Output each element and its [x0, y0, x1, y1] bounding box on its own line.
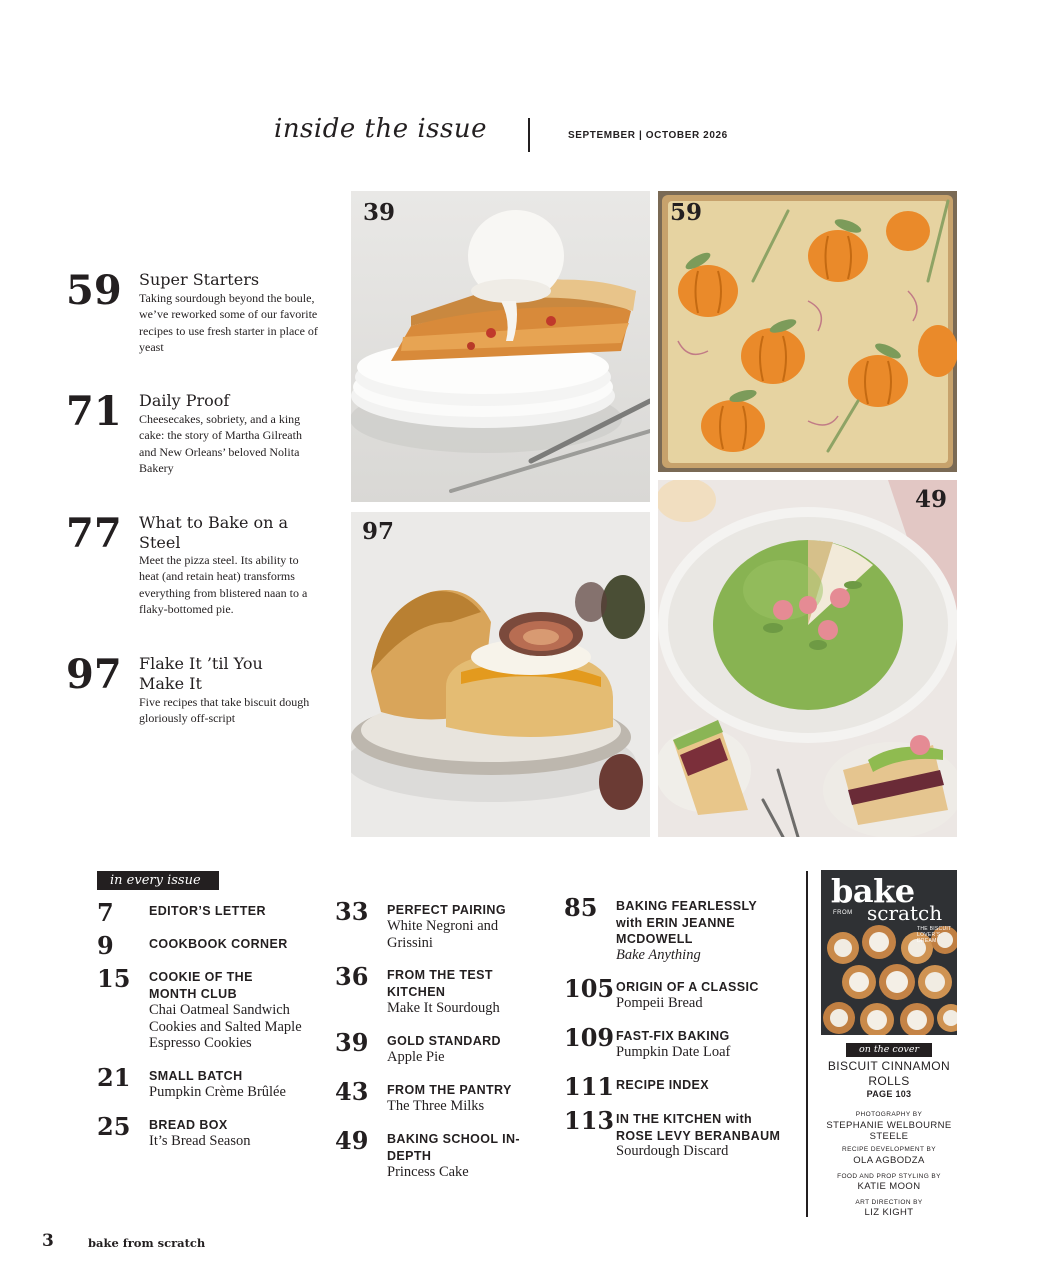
item-subtitle: Pumpkin Crème Brûlée [149, 1084, 286, 1100]
credit-name: KATIE MOON [857, 1181, 921, 1192]
item-title: SMALL BATCH [149, 1069, 243, 1083]
cover-divider [806, 871, 808, 1217]
cover-page-ref: PAGE 103 [866, 1089, 912, 1099]
item-subtitle: Make It Sourdough [387, 1000, 500, 1016]
pumpkin-focaccia-illustration [658, 191, 957, 472]
feature-page-number: 71 [66, 388, 122, 435]
photo-page-number: 59 [670, 199, 703, 226]
item-subtitle: Princess Cake [387, 1164, 469, 1180]
item-subtitle: Bake Anything [616, 947, 701, 963]
item-page-number: 111 [564, 1072, 615, 1101]
feature-page-number: 97 [66, 651, 122, 698]
item-subtitle: Pumpkin Date Loaf [616, 1044, 731, 1060]
feature-description: Meet the pizza steel. Its ability to heat (and retain heat) transforms everything from blistered naan to a flaky-bottomed pie. [139, 553, 308, 616]
photo-page-number: 39 [363, 199, 396, 226]
item-title [616, 898, 791, 948]
on-the-cover-label: on the cover [846, 1043, 932, 1057]
item-title: EDITOR’S LETTER [149, 904, 266, 918]
item-title: RECIPE INDEX [616, 1078, 710, 1092]
item-title-with: with [616, 915, 643, 930]
item-page-number: 15 [97, 964, 131, 993]
item-title: ORIGIN OF A CLASSIC [616, 980, 759, 994]
item-subtitle: It’s Bread Season [149, 1133, 251, 1149]
feature-title: What to Bake on a Steel [139, 513, 289, 552]
item-page-number: 105 [564, 974, 615, 1003]
photo-princess-cake[interactable] [658, 480, 957, 837]
item-title [616, 1111, 796, 1144]
item-title-with: with [725, 1112, 753, 1126]
credit-name: OLA AGBODZA [853, 1155, 925, 1166]
feature-title: Flake It ’til You Make It [139, 654, 263, 693]
item-subtitle: Pompeii Bread [616, 995, 703, 1011]
item-title: BAKING SCHOOL IN-DEPTH [387, 1132, 520, 1163]
item-subtitle: Chai Oatmeal Sandwich Cookies and Salted Maple Espresso Cookies [149, 1002, 302, 1051]
item-title: FROM THE PANTRY [387, 1083, 512, 1097]
cover-brand-bottom: scratch [867, 901, 943, 925]
item-page-number: 113 [564, 1106, 615, 1135]
item-page-number: 49 [335, 1126, 369, 1155]
page-title: inside the issue [274, 114, 487, 144]
feature-description: Five recipes that take biscuit dough gloriously off-script [139, 695, 310, 726]
photo-page-number: 49 [915, 486, 948, 513]
item-title: PERFECT PAIRING [387, 903, 506, 917]
princess-cake-illustration [658, 480, 957, 837]
credit-role: ART DIRECTION BY [855, 1199, 923, 1206]
item-page-number: 85 [564, 893, 598, 922]
photo-pumpkin-focaccia[interactable] [658, 191, 957, 472]
item-page-number: 39 [335, 1028, 369, 1057]
cover-thumbnail[interactable] [821, 870, 957, 1035]
cover-brand-from: FROM [833, 910, 853, 916]
item-title-part: IN THE KITCHEN [616, 1112, 722, 1126]
item-title-part: BAKING FEARLESSLY [616, 899, 758, 913]
cover-recipe-title: BISCUIT CINNAMON ROLLS [827, 1059, 951, 1088]
feature-title: Super Starters [139, 270, 260, 289]
item-page-number: 109 [564, 1023, 615, 1052]
photo-page-number: 97 [362, 518, 395, 545]
apple-pie-illustration [351, 191, 650, 502]
item-title: FAST-FIX BAKING [616, 1029, 730, 1043]
section-label-in-every-issue: in every issue [97, 871, 219, 890]
item-subtitle: The Three Milks [387, 1098, 485, 1114]
item-title: COOKBOOK CORNER [149, 937, 288, 951]
item-page-number: 21 [97, 1063, 131, 1092]
credit-name: STEPHANIE WELBOURNE STEELE [826, 1120, 952, 1142]
footer-magazine-name: bake from scratch [88, 1236, 206, 1250]
item-page-number: 33 [335, 897, 369, 926]
feature-description: Cheesecakes, sobriety, and a king cake: the story of Martha Gilreath and New Orleans’ beloved Nolita Bakery [139, 412, 302, 475]
item-title-part: ROSE LEVY BERANBAUM [616, 1128, 781, 1143]
credit-role: RECIPE DEVELOPMENT BY [842, 1146, 936, 1153]
credit-role: FOOD AND PROP STYLING BY [837, 1173, 941, 1180]
cover-brand-top: bake [831, 872, 915, 910]
photo-apple-pie[interactable] [351, 191, 650, 502]
footer-page-number: 3 [42, 1231, 54, 1251]
item-title-part: ERIN JEANNE MCDOWELL [616, 915, 735, 946]
feature-page-number: 59 [66, 267, 122, 314]
item-subtitle: Sourdough Discard [616, 1143, 729, 1159]
header-divider [528, 118, 530, 152]
credit-name: LIZ KIGHT [864, 1207, 914, 1218]
item-page-number: 43 [335, 1077, 369, 1106]
feature-description: Taking sourdough beyond the boule, we’ve reworked some of our favorite recipes to use fresh starter in place of yeast [139, 291, 318, 354]
item-title: BREAD BOX [149, 1118, 228, 1132]
item-page-number: 36 [335, 962, 369, 991]
biscuits-illustration [351, 512, 650, 837]
item-title: GOLD STANDARD [387, 1034, 501, 1048]
item-page-number: 7 [97, 898, 114, 927]
item-subtitle: White Negroni and Grissini [387, 918, 499, 951]
item-title: FROM THE TEST KITCHEN [387, 968, 493, 999]
cover-tagline: THE BISCUIT LOVER’S DREAM [917, 926, 952, 944]
feature-title: Daily Proof [139, 391, 230, 410]
item-subtitle: Apple Pie [387, 1049, 445, 1065]
item-title: COOKIE OF THE MONTH CLUB [149, 970, 253, 1001]
credit-role: PHOTOGRAPHY BY [855, 1111, 923, 1118]
photo-biscuits[interactable] [351, 512, 650, 837]
issue-date: SEPTEMBER | OCTOBER 2026 [568, 130, 728, 141]
feature-page-number: 77 [66, 510, 122, 557]
item-page-number: 9 [97, 931, 114, 960]
item-page-number: 25 [97, 1112, 131, 1141]
